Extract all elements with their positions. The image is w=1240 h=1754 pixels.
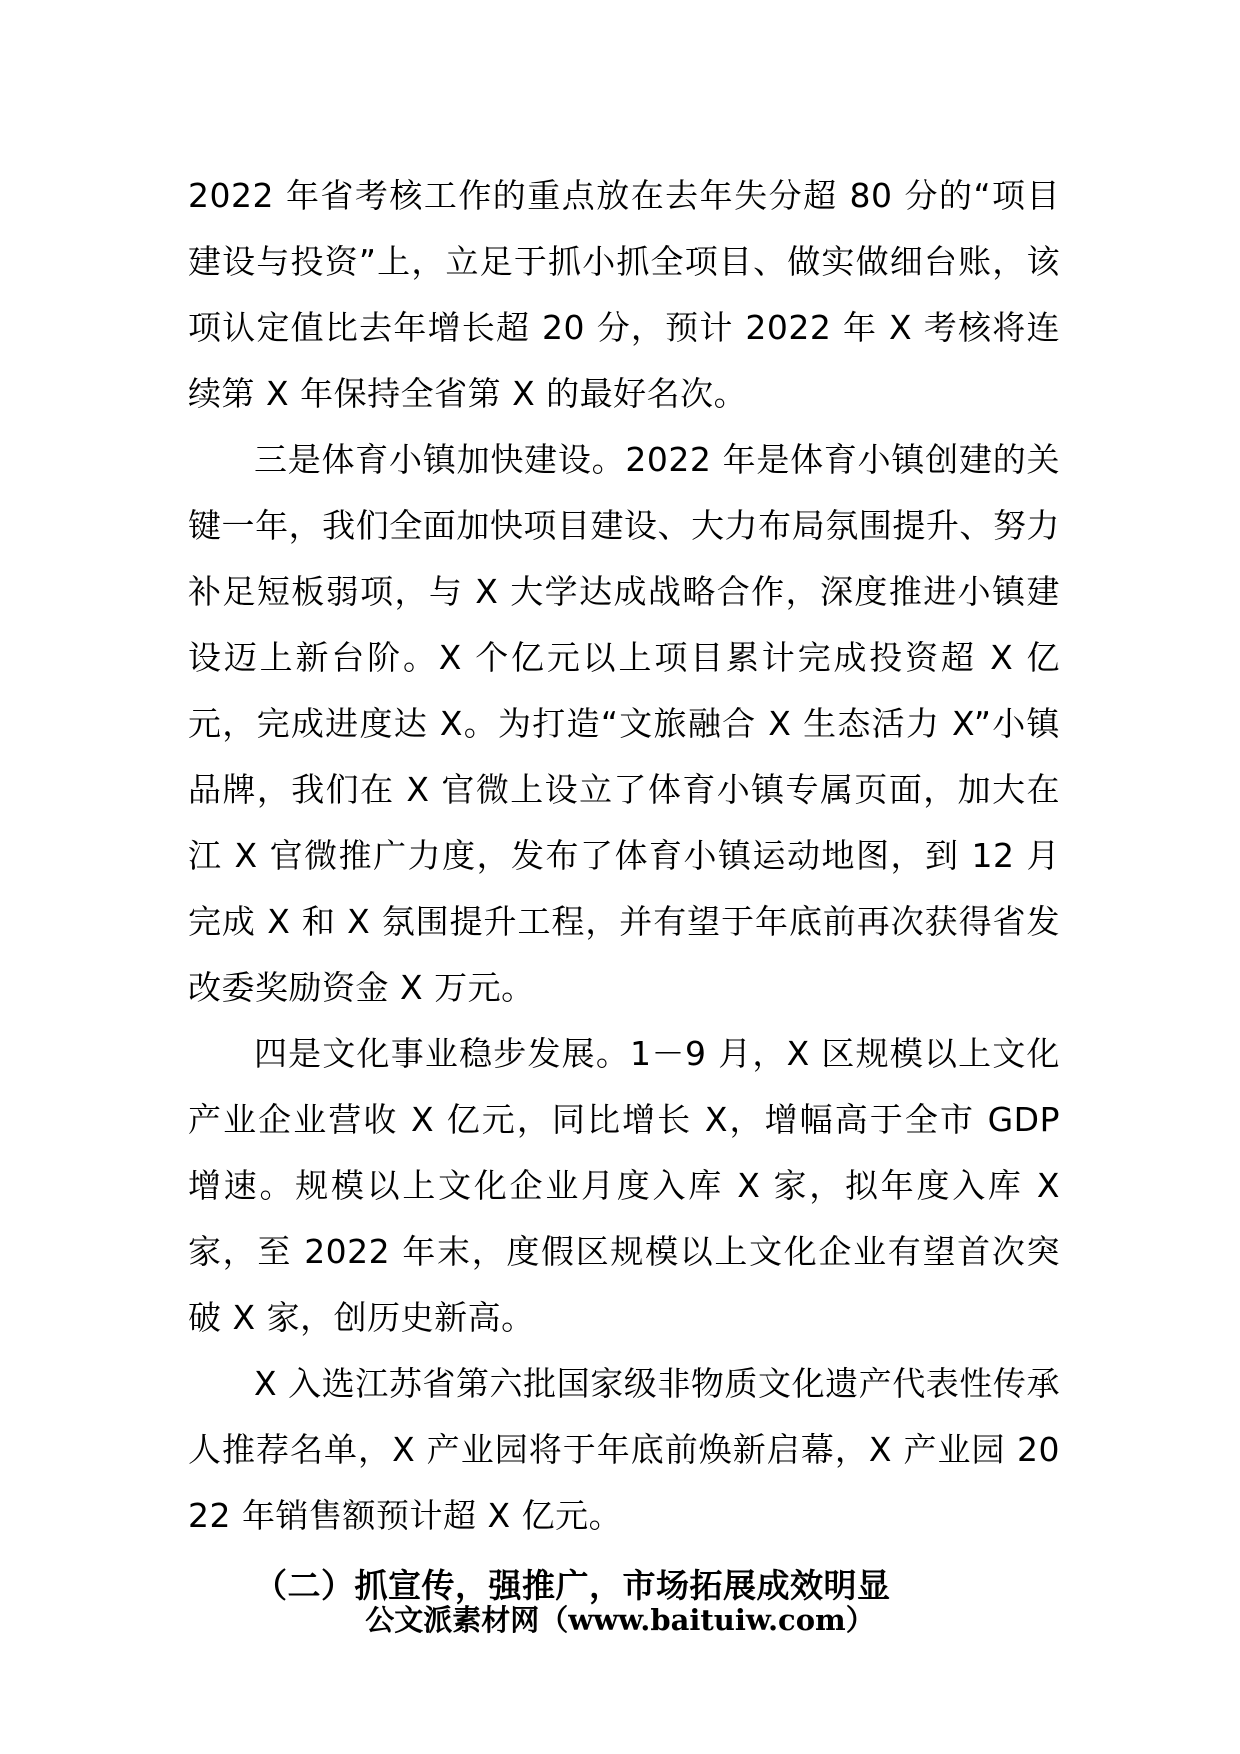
paragraph-culture: 四是文化事业稳步发展。1－9 月，X 区规模以上文化产业企业营收 X 亿元，同比增长 X，增幅高于全市 GDP 增速。规模以上文化企业月度入库 X 家，拟年度入库 X 家，至 2022 年末，度假区规模以上文化企业有望首次突破 X 家，创历史新高。	[188, 1034, 1060, 1337]
footer-watermark: 公文派素材网（www.baituiw.com）	[365, 1603, 875, 1637]
paragraph-continuation: 2022 年省考核工作的重点放在去年失分超 80 分的“项目建设与投资”上，立足于抓小抓全项目、做实做细台账，该项认定值比去年增长超 20 分，预计 2022 年 X 考核将连续第 X 年保持全省第 X 的最好名次。	[188, 176, 1060, 413]
section-heading: （二）抓宣传，强推广，市场拓展成效明显	[254, 1566, 891, 1605]
document-body	[188, 163, 1060, 1621]
paragraph-sports-town: 三是体育小镇加快建设。2022 年是体育小镇创建的关键一年，我们全面加快项目建设、大力布局氛围提升、努力补足短板弱项，与 X 大学达成战略合作，深度推进小镇建设迈上新台阶。X 个亿元以上项目累计完成投资超 X 亿元，完成进度达 X。为打造“文旅融合 X 生态活力 X”小镇品牌，我们在 X 官微上设立了体育小镇专属页面，加大在江 X 官微推广力度，发布了体育小镇运动地图，到 12 月完成 X 和 X 氛围提升工程，并有望于年底前再次获得省发改委奖励资金 X 万元。	[188, 440, 1060, 1007]
paragraph-heritage: X 入选江苏省第六批国家级非物质文化遗产代表性传承人推荐名单，X 产业园将于年底前焕新启幕，X 产业园 2022 年销售额预计超 X 亿元。	[188, 1364, 1060, 1535]
